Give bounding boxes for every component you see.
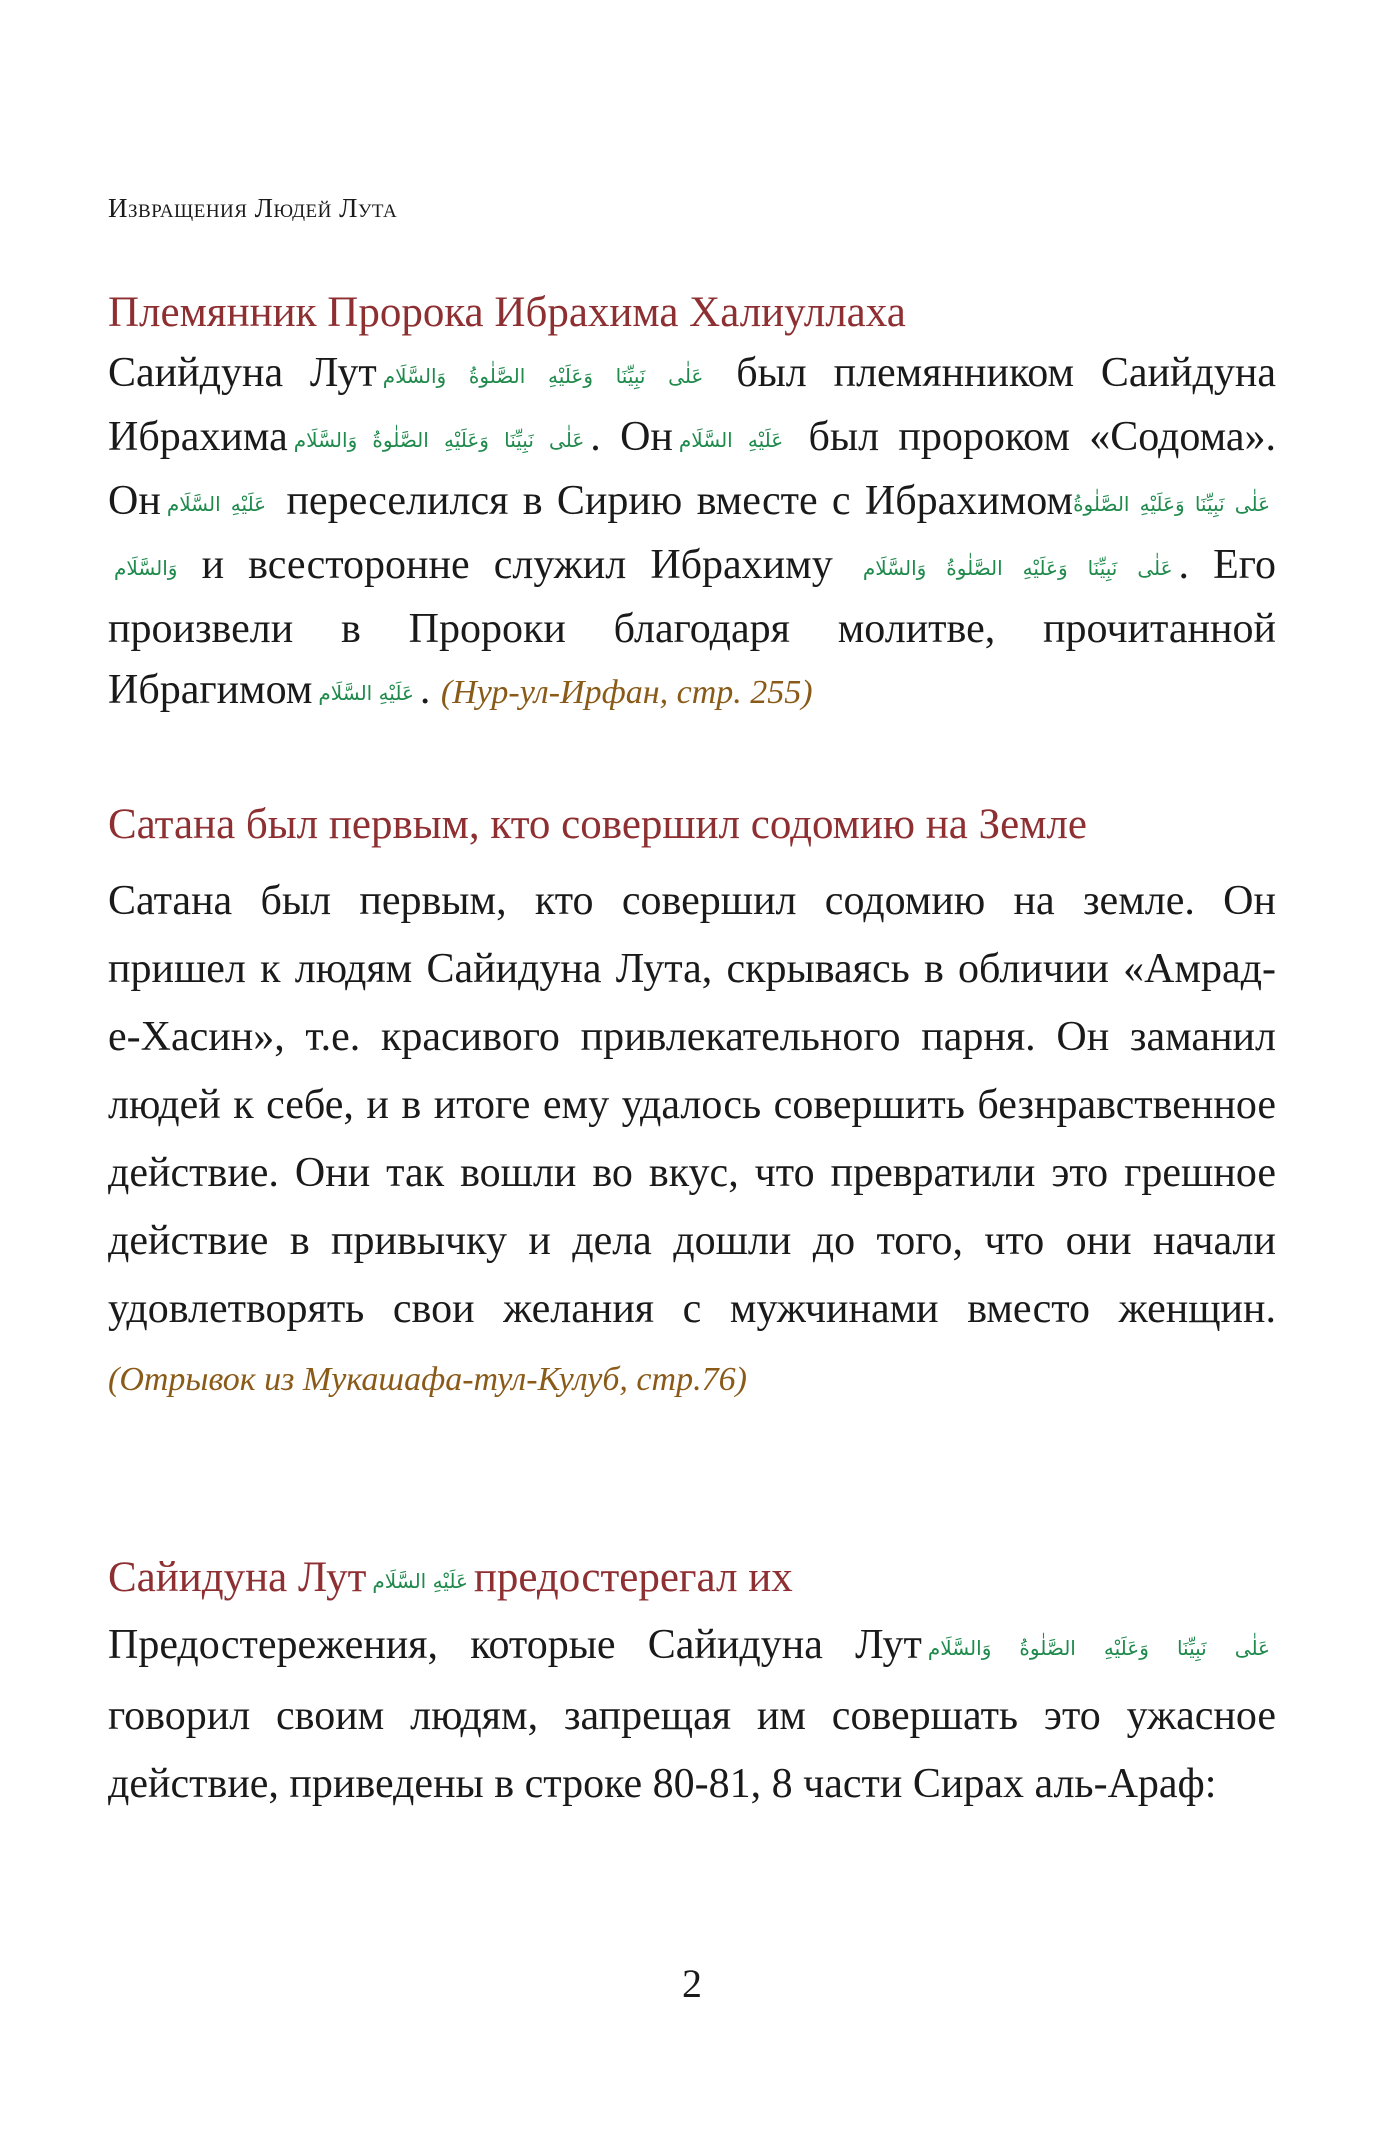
body-text: Саийдуна Лут: [108, 350, 377, 396]
salam-honorific: عَلَيْهِ السَّلَام: [678, 428, 784, 452]
body-text: . Его произвели в Пророки благодаря молитве, прочитанной Ибрагимом: [108, 542, 1276, 713]
salawat-honorific: عَلٰى نَبِيِّنَا وَعَلَيْهِ الصَّلٰوةُ وَالسَّلَام: [927, 1636, 1270, 1660]
section-nephew: [108, 283, 1276, 724]
section-heading: Племянник Пророка Ибрахима Халиуллаха: [108, 289, 906, 336]
salam-honorific: عَلَيْهِ السَّلَام: [372, 1569, 468, 1593]
body-text: был племянником Саийдуна Ибрахима: [108, 350, 1276, 460]
body-text: говорил своим людям, запрещая им совершать это ужасное действие, приведены в строке 80-81, 8 части Сирах аль-Араф:: [108, 1693, 1276, 1807]
page-number: 2: [682, 1961, 702, 2006]
salawat-honorific: عَلٰى نَبِيِّنَا وَعَلَيْهِ الصَّلٰوةُ وَالسَّلَام: [382, 364, 704, 388]
body-text: и всесторонне служил Ибрахиму: [201, 542, 833, 588]
section-heading: Сатана был первым, кто совершил содомию на Земле: [108, 801, 1087, 848]
salam-honorific: عَلَيْهِ السَّلَام: [318, 681, 414, 705]
document-page: [108, 0, 1276, 2142]
salawat-honorific: عَلٰى نَبِيِّنَا وَعَلَيْهِ الصَّلٰوةُ وَالسَّلَام: [293, 428, 585, 452]
body-text: переселился в Сирию вместе с Ибрахимом: [286, 478, 1074, 524]
section-body: [108, 867, 1276, 1414]
heading-text: предостерегал их: [473, 1554, 793, 1601]
body-text: Сатана был первым, кто совершил содомию на земле. Он пришел к людям Сайидуна Лута, скрываясь в обличии «Амрад-е-Хасин», т.е. красивого привлекательного парня. Он заманил людей к себе, и в итоге ему удалось совершить безнравственное действие. Они так вошли во вкус, что превратили это грешное действие в привычку и дела дошли до того, что они начали удовлетворять свои желания с мужчинами вместо женщин.: [108, 878, 1276, 1332]
salam-honorific: عَلَيْهِ السَّلَام: [166, 492, 267, 516]
salawat-honorific: عَلٰى نَبِيِّنَا وَعَلَيْهِ الصَّلٰوةُ وَالسَّلَام: [862, 556, 1173, 580]
salawat-honorific: عَلٰى نَبِيِّنَا وَعَلَيْهِ الصَّلٰوةُ وَالسَّلَام: [114, 492, 1271, 580]
body-text: Предостережения, которые Сайидуна Лут: [108, 1622, 922, 1668]
section-satan: [108, 795, 1276, 1414]
source-reference: (Отрывок из Мукашафа-тул-Кулуб, стр.76): [108, 1361, 747, 1398]
running-head: Извращения Людей Лута: [108, 193, 398, 223]
section-warning: [108, 1548, 1276, 1818]
body-text: .: [419, 667, 431, 713]
body-text: . Он: [590, 414, 673, 460]
section-heading: [108, 1548, 1276, 1611]
heading-text: Сайидуна Лут: [108, 1554, 367, 1601]
source-reference: (Нур-ул-Ирфан, стр. 255): [440, 674, 813, 711]
body-text: был пророком «Содома». Он: [108, 414, 1277, 524]
section-body: [108, 1611, 1276, 1818]
section-body: [108, 343, 1276, 724]
